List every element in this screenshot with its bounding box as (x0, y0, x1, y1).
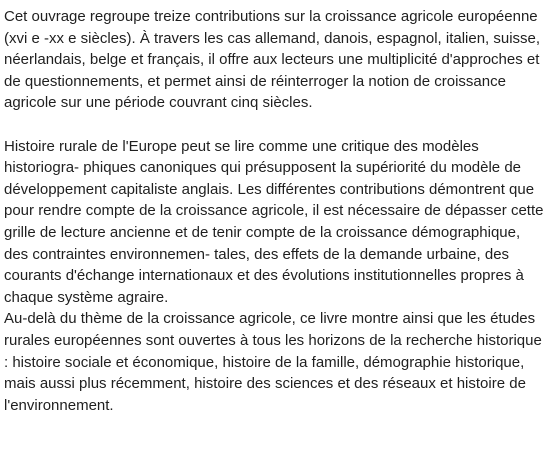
document-body (4, 6, 544, 416)
paragraph-spacer (4, 114, 544, 136)
paragraph-intro: Cet ouvrage regroupe treize contributions sur la croissance agricole européenne (xvi e -xx e siècles). À travers les cas allemand, danois, espagnol, italien, suisse, néerlandais, belge et français, il offre aux lecteurs une multiplicité d'approches et de questionnements, et permet ainsi de réinterroger la notion de croissance agricole sur une période couvrant cinq siècles. (4, 8, 541, 112)
paragraph-critique: Histoire rurale de l'Europe peut se lire comme une critique des modèles historiogra- phiques canoniques qui présupposent la supériorité du modèle de développement capitaliste anglais. Les différentes contributions démontrent que pour rendre compte de la croissance agricole, il est nécessaire de dépasser cette grille de lecture ancienne et de tenir compte de la croissance démographique, des contraintes environnemen- tales, des effets de la demande urbaine, des courants d'échange internationaux et des évolutions institutionnelles propres à chaque système agraire. (4, 137, 544, 306)
paragraph-conclusion: Au-delà du thème de la croissance agricole, ce livre montre ainsi que les études rurales européennes sont ouvertes à tous les horizons de la recherche historique : histoire sociale et économique, histoire de la famille, démographie historique, mais aussi plus récemment, histoire des sciences et des réseaux et histoire de l'environnement. (4, 310, 542, 414)
